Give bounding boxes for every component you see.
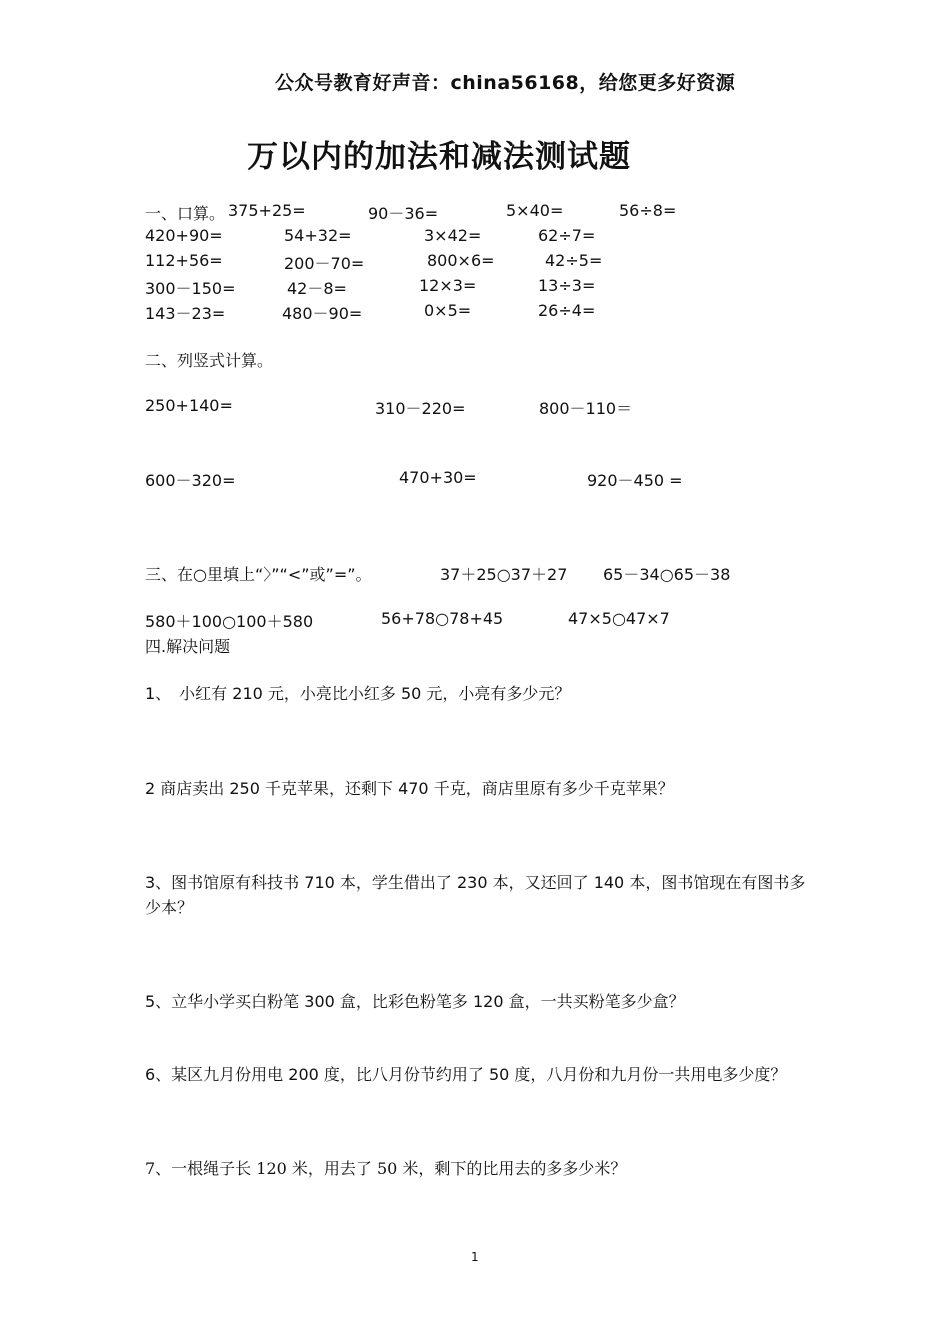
compare-item: 47×5○47×7 [568, 609, 670, 628]
calc-item: 90－36= [368, 204, 439, 223]
calc-item: 26÷4= [538, 301, 596, 320]
vertical-calc-item: 920－450 = [587, 471, 683, 490]
page-title: 万以内的加法和减法测试题 [247, 139, 631, 175]
word-problem: 6、某区九月份用电 200 度，比八月份节约用了 50 度，八月份和九月份一共用电多少度？ [145, 1065, 787, 1084]
word-problem: 3、图书馆原有科技书 710 本，学生借出了 230 本，又还回了 140 本，图书馆现在有图书多 [145, 873, 806, 892]
calc-item: 375+25= [228, 201, 306, 220]
compare-item: 37＋25○37＋27 [440, 565, 568, 584]
calc-item: 42－8= [287, 279, 347, 298]
calc-item: 200－70= [284, 254, 365, 273]
header-line: 公众号教育好声音：china56168，给您更多好资源 [275, 72, 736, 94]
calc-item: 13÷3= [538, 276, 596, 295]
vertical-calc-item: 250+140= [145, 396, 233, 415]
word-problem: 7、一根绳子长 120 米，用去了 50 米，剩下的比用去的多多少米？ [145, 1159, 627, 1178]
section-3-label: 三、在○里填上“〉”“<”或”=”。 [145, 565, 372, 584]
vertical-calc-item: 470+30= [399, 468, 477, 487]
word-problem: 5、立华小学买白粉笔 300 盒，比彩色粉笔多 120 盒，一共买粉笔多少盒？ [145, 992, 685, 1011]
vertical-calc-item: 310－220= [375, 399, 466, 418]
word-problem: 2 商店卖出 250 千克苹果，还剩下 470 千克，商店里原有多少千克苹果？ [145, 779, 674, 798]
calc-item: 112+56= [145, 251, 223, 270]
compare-item: 56+78○78+45 [381, 609, 504, 628]
compare-item: 580＋100○100＋580 [145, 612, 314, 631]
section-4-label: 四.解决问题 [145, 637, 231, 656]
calc-item: 56÷8= [619, 201, 677, 220]
vertical-calc-item: 600－320= [145, 471, 236, 490]
calc-item: 300－150= [145, 279, 236, 298]
calc-item: 62÷7= [538, 226, 596, 245]
compare-item: 65－34○65－38 [603, 565, 731, 584]
calc-item: 42÷5= [545, 251, 603, 270]
vertical-calc-item: 800－110＝ [539, 399, 633, 418]
calc-item: 143－23= [145, 304, 226, 323]
word-problem-continuation: 少本？ [145, 898, 194, 917]
calc-item: 0×5= [424, 301, 472, 320]
section-2-label: 二、列竖式计算。 [145, 351, 274, 370]
calc-item: 420+90= [145, 226, 223, 245]
calc-item: 54+32= [284, 226, 352, 245]
calc-item: 480－90= [282, 304, 363, 323]
calc-item: 12×3= [419, 276, 477, 295]
word-problem: 1、 小红有 210 元，小亮比小红多 50 元，小亮有多少元？ [145, 684, 571, 703]
calc-item: 3×42= [424, 226, 482, 245]
page-number: 1 [471, 1250, 479, 1264]
calc-item: 800×6= [427, 251, 495, 270]
section-1-label: 一、口算。 [145, 204, 226, 223]
calc-item: 5×40= [506, 201, 564, 220]
